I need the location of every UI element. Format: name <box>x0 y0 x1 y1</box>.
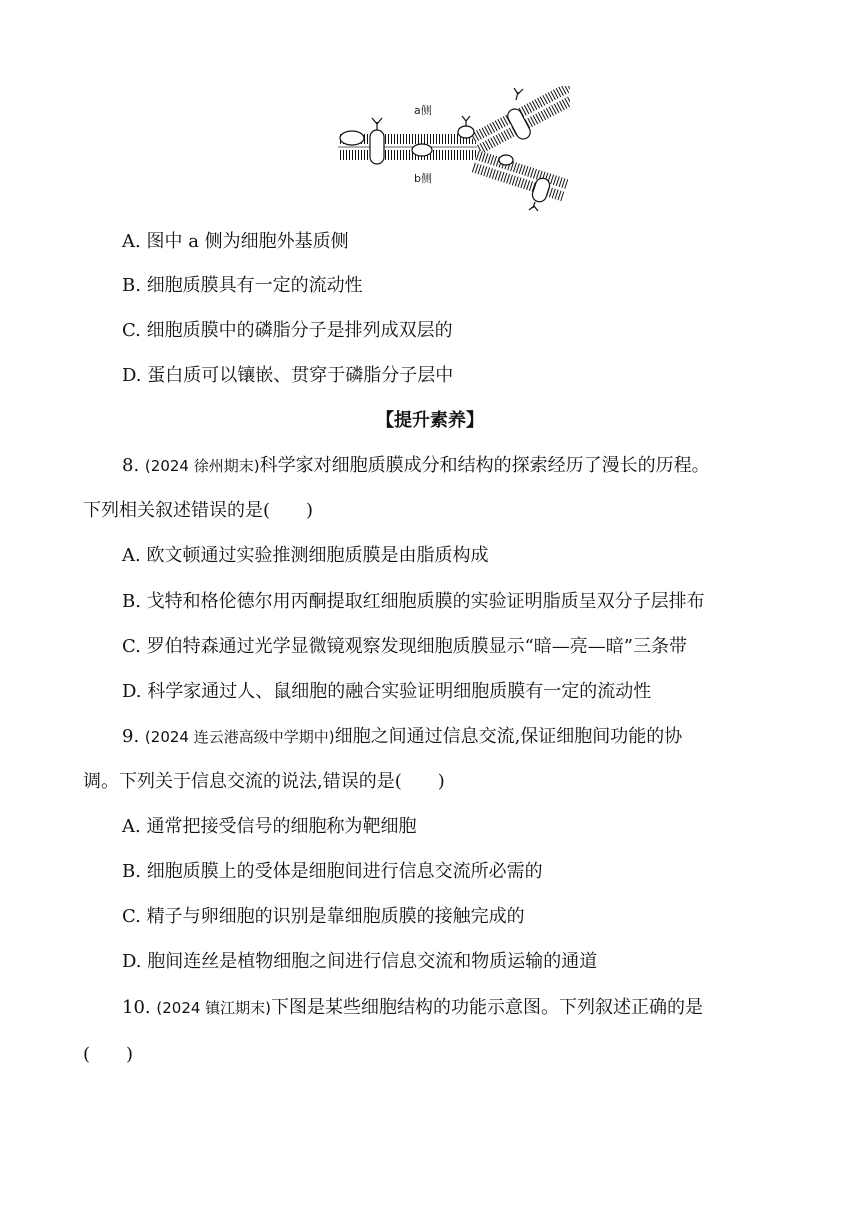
option-text: 欧文顿通过实验推测细胞质膜是由脂质构成 <box>146 545 489 566</box>
option-letter: A. <box>122 231 141 252</box>
option-letter: A. <box>122 816 141 837</box>
option-letter: C. <box>122 906 141 927</box>
q8-stem-line-2: 下列相关叙述错误的是( ) <box>83 500 314 521</box>
q8-option-d <box>122 679 651 705</box>
option-text: 图中 a 侧为细胞外基质侧 <box>146 231 349 252</box>
q8-option-a <box>122 543 488 569</box>
option-text: 戈特和格伦德尔用丙酮提取红细胞质膜的实验证明脂质呈双分子层排布 <box>146 591 705 612</box>
question-text: 细胞之间通过信息交流,保证细胞间功能的协 <box>334 726 683 747</box>
option-text: 科学家通过人、鼠细胞的融合实验证明细胞质膜有一定的流动性 <box>147 681 652 702</box>
option-text: 细胞质膜具有一定的流动性 <box>146 275 363 296</box>
q8-option-c <box>122 634 687 660</box>
q10-stem-line-2: ( ) <box>83 1044 134 1065</box>
question-text: 科学家对细胞质膜成分和结构的探索经历了漫长的历程。 <box>259 455 710 476</box>
option-letter: D. <box>122 681 142 702</box>
option-text: 通常把接受信号的细胞称为靶细胞 <box>146 816 417 837</box>
q9-option-a <box>122 814 416 840</box>
q8-option-b <box>122 589 705 615</box>
option-text: 细胞质膜上的受体是细胞间进行信息交流所必需的 <box>146 861 543 882</box>
q9-stem-line-2: 调。下列关于信息交流的说法,错误的是( ) <box>83 771 445 792</box>
q7-option-a <box>122 229 349 255</box>
option-text: 细胞质膜中的磷脂分子是排列成双层的 <box>146 320 453 341</box>
question-number: 10. <box>122 997 151 1018</box>
question-source: (2024 徐州期末) <box>144 457 260 475</box>
question-text: 下图是某些细胞结构的功能示意图。下列叙述正确的是 <box>271 997 704 1018</box>
q9-option-b <box>122 859 543 885</box>
option-letter: B. <box>122 591 141 612</box>
option-letter: D. <box>122 365 142 386</box>
q9-option-d <box>122 949 597 975</box>
cell-membrane-figure <box>330 86 570 214</box>
option-letter: D. <box>122 951 142 972</box>
option-text: 蛋白质可以镶嵌、贯穿于磷脂分子层中 <box>147 365 454 386</box>
option-letter: C. <box>122 636 141 657</box>
option-letter: C. <box>122 320 141 341</box>
q9-stem-line-1 <box>122 724 682 750</box>
option-text: 罗伯特森通过光学显微镜观察发现细胞质膜显示“暗—亮—暗”三条带 <box>146 636 687 657</box>
label-a-side: a侧 <box>414 104 432 117</box>
q9-option-c <box>122 904 525 930</box>
question-number: 9. <box>122 726 140 747</box>
question-number: 8. <box>122 455 140 476</box>
q7-option-d <box>122 363 453 389</box>
option-letter: B. <box>122 861 141 882</box>
q10-stem-line-1 <box>122 995 703 1021</box>
label-b-side: b侧 <box>414 172 432 185</box>
q8-stem-line-1 <box>122 453 710 479</box>
option-letter: B. <box>122 275 141 296</box>
q7-option-b <box>122 273 363 299</box>
option-text: 胞间连丝是植物细胞之间进行信息交流和物质运输的通道 <box>147 951 598 972</box>
option-letter: A. <box>122 545 141 566</box>
section-title: 【提升素养】 <box>376 410 484 431</box>
q7-option-c <box>122 318 453 344</box>
question-source: (2024 连云港高级中学期中) <box>144 728 335 746</box>
question-source: (2024 镇江期末) <box>156 999 272 1017</box>
option-text: 精子与卵细胞的识别是靠细胞质膜的接触完成的 <box>146 906 525 927</box>
